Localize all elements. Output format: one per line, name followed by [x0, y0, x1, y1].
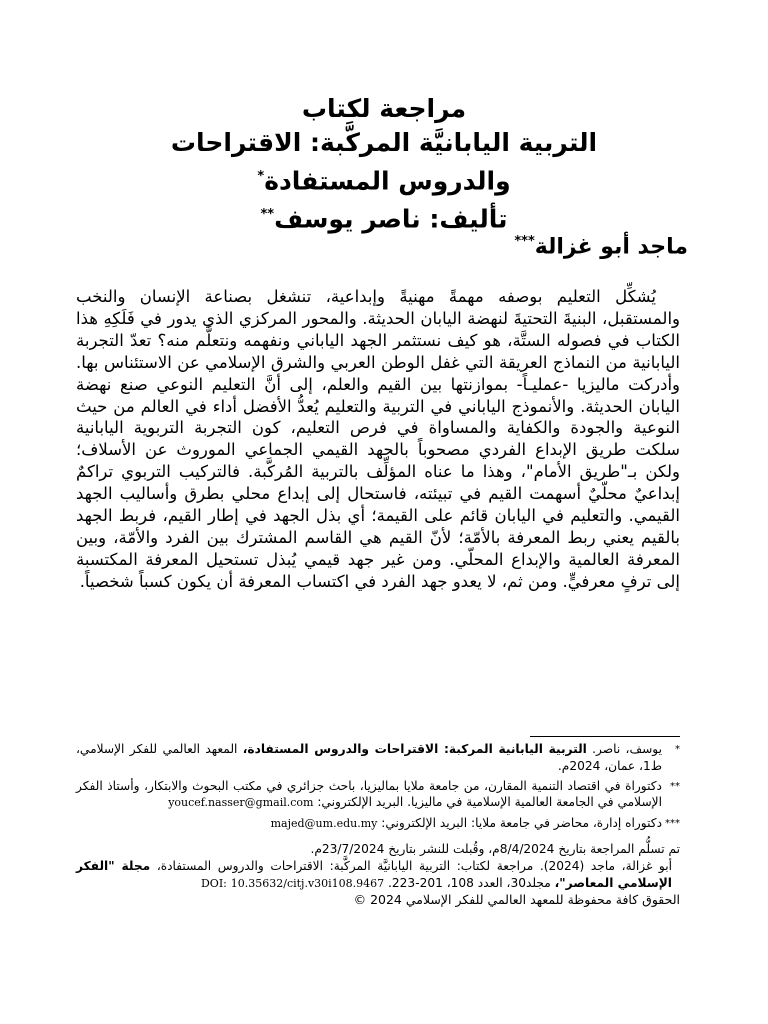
article-title [90, 92, 678, 237]
footnote-1-book-title: التربية اليابانية المركبة: الاقتراحات والدروس المستفادة، [242, 742, 587, 756]
citation-journal: مجلة "الفكر الإسلامي المعاصر"، [76, 858, 672, 890]
title-footnote-marker[interactable]: * [257, 169, 265, 184]
footnote-2-body: دكتوراة في اقتصاد التنمية المقارن، من جامعة ملايا بماليزيا، باحث جزائري في مكتب البحوث والابتكار، وأستاذ الفكر الإسلامي في الجامعة العالمية الإسلامية في ماليزيا. البريد الإلكتروني: [76, 778, 662, 810]
footnote-1-pre: يوسف، ناصر. [592, 742, 662, 756]
title-line-4 [90, 198, 678, 236]
citation [76, 858, 672, 893]
footnote-1 [76, 741, 680, 775]
citation-pre: أبو غزالة، ماجد (2024). مراجعة لكتاب: التربية اليابانيَّة المركَّبة: الاقتراحات والدروس المستفادة، [156, 858, 672, 873]
citation-post: مجلد30، العدد 108، 201-223. [388, 875, 551, 890]
copyright-notice: الحقوق كافة محفوظة للمعهد العالمي للفكر الإسلامي 2024 © [353, 892, 680, 908]
body-text [76, 286, 680, 593]
footnote-3-mark: *** [665, 818, 680, 830]
footnote-2-text [76, 778, 662, 813]
title-line-3-text: والدروس المستفادة [264, 166, 511, 196]
footnote-separator [530, 736, 680, 737]
footnote-2-mark: ** [670, 780, 680, 792]
footnote-3-body: دكتوراه إدارة، محاضر في جامعة ملايا: البريد الإلكتروني: [381, 816, 662, 831]
body-paragraph: يُشكِّل التعليم بوصفه مهمةً مهنيةً وإبداعية، تنشغل بصناعة الإنسان والنخب والمستقبل، البنيةَ التحتيةَ لنهضة اليابان الحديثة. والمحور المركزي الذي يدور في فَلَكِهِ هذا الكتاب في فصوله الستَّة، هو كيف نستثمر الجهد الياباني ونفهمه ونتعلَّم منه؟ تعدّ التجربة اليابانية من النماذج العريقة التي غفل الوطن العربي والشرق الإسلامي عن الاستئناس بها. وأدركت ماليزيا -عمليـاً- بموازنتها بين القيم والعلم، إلى أنَّ التعليم النوعي صنع نهضة اليابان الحديثة. والأنموذج الياباني في التربية والتعليم يُعدُّ الأفضل أداء في العالم من حيث النوعية والجودة والكفاية والمساواة في فرص التعليم، كون التجربة التربوية اليابانية سلكت طريق الإبداع الفردي مصحوباً بالجهد القيمي الجماعي الموروث عن الأسلاف؛ ولكن بـ"طريق الأمام"، وهذا ما عناه المؤلِّف بالتربية المُركَّبة. فالتركيب التربوي تراكمٌ إبداعيٌ محلّيٌ أسهمت القيم في تبيئته، فاستحال إلى إبداع محلي بطرق وأساليب الجهد القيمي. والتعليم في اليابان قائم على القيمة؛ أي بذل الجهد في إطار القيم، فربط الجهد بالقيم يعني ربط المعرفة بالأمّة؛ لأنّ القيم هي القاسم المشترك بين الفرد والأمّة، وبين المعرفة العالمية والإبداع المحلّي. ومن غير جهد قيمي يُبذل تستحيل المعرفة المكتسبة إلى ترفٍ معرفيٍّ. ومن ثم، لا يعدو جهد الفرد في اكتساب المعرفة أن يكون كسباً شخصياً. [76, 287, 680, 591]
title-line-2: التربية اليابانيَّة المركَّبة: الاقتراحات [170, 128, 598, 157]
footnotes [76, 738, 680, 909]
book-author: تأليف: ناصر يوسف [274, 204, 508, 234]
title-line-1: مراجعة لكتاب [301, 94, 467, 123]
title-line-3 [90, 160, 678, 198]
reviewer-name [514, 234, 688, 259]
footnote-3-text [76, 815, 662, 833]
footnote-2-email[interactable]: youcef.nasser@gmail.com [168, 796, 314, 810]
footnote-1-mark: * [675, 744, 680, 755]
author-footnote-marker[interactable]: ** [260, 207, 275, 223]
submission-dates: تم تسلُّم المراجعة بتاريخ 8/4/2024م، وقُبلت للنشر بتاريخ 23/7/2024م. [310, 841, 680, 856]
footnote-3 [76, 815, 680, 833]
footnote-1-post: المعهد العالمي للفكر الإسلامي، ط1، عمان، 2024م. [76, 742, 662, 773]
footnote-3-email[interactable]: majed@um.edu.my [270, 817, 378, 831]
reviewer-footnote-marker[interactable]: *** [514, 234, 535, 249]
doi-label: DOI: [200, 876, 227, 890]
footnote-2 [76, 778, 680, 813]
footnote-1-text [76, 741, 662, 775]
doi-value[interactable]: 10.35632/citj.v30i108.9467 [230, 876, 385, 890]
reviewer-name-text: ماجد أبو غزالة [534, 234, 688, 260]
